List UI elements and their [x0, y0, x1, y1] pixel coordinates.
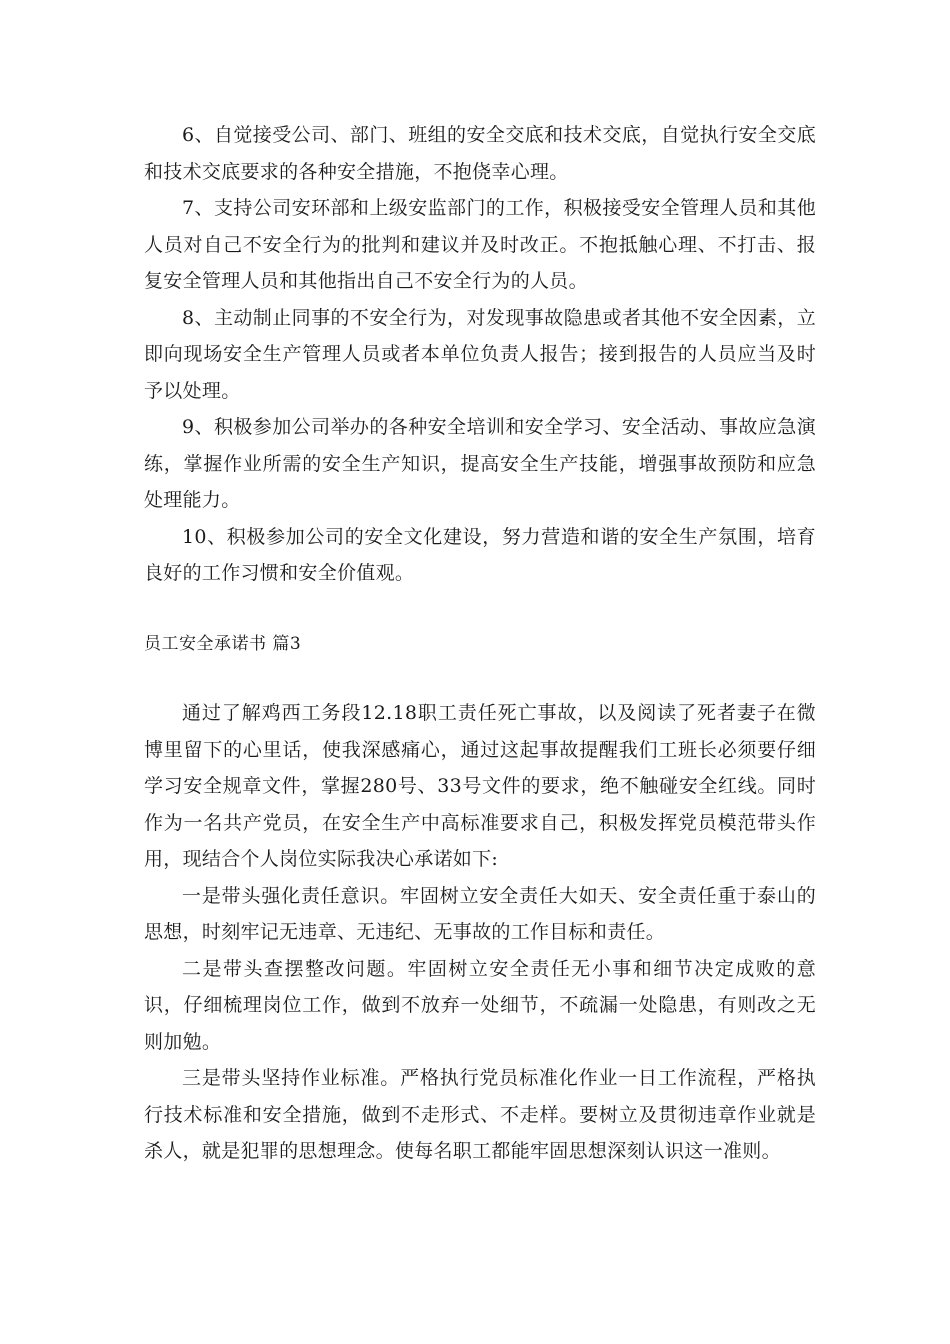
pledge-item-3: 三是带头坚持作业标准。严格执行党员标准化作业一日工作流程，严格执行技术标准和安全措施，做到不走形式、不走样。要树立及贯彻违章作业就是杀人，就是犯罪的思想理念。使每名职工都能牢固思想深刻认识这一准则。: [144, 1067, 816, 1162]
pledge-item-2: 二是带头查摆整改问题。牢固树立安全责任无小事和细节决定成败的意识，仔细梳理岗位工作，做到不放弃一处细节，不疏漏一处隐患，有则改之无则加勉。: [144, 957, 816, 1053]
pledge-item-1: 一是带头强化责任意识。牢固树立安全责任大如天、安全责任重于泰山的思想，时刻牢记无违章、无违纪、无事故的工作目标和责任。: [144, 884, 816, 943]
commitment-item-10: 10、积极参加公司的安全文化建设，努力营造和谐的安全生产氛围，培育良好的工作习惯和安全价值观。: [144, 525, 816, 584]
commitment-item-7: 7、支持公司安环部和上级安监部门的工作，积极接受安全管理人员和其他人员对自己不安全行为的批判和建议并及时改正。不抱抵触心理、不打击、报复安全管理人员和其他指出自己不安全行为的人员。: [144, 197, 816, 292]
commitment-list-bottom: [144, 695, 816, 1170]
commitment-item-9: 9、积极参加公司举办的各种安全培训和安全学习、安全活动、事故应急演练，掌握作业所需的安全生产知识，提高安全生产技能，增强事故预防和应急处理能力。: [144, 416, 816, 511]
intro-paragraph: 通过了解鸡西工务段12.18职工责任死亡事故，以及阅读了死者妻子在微博里留下的心里话，使我深感痛心，通过这起事故提醒我们工班长必须要仔细学习安全规章文件，掌握280号、33号文件的要求，绝不触碰安全红线。同时作为一名共产党员，在安全生产中高标准要求自己，积极发挥党员模范带头作用，现结合个人岗位实际我决心承诺如下:: [144, 702, 816, 870]
commitment-item-6: 6、自觉接受公司、部门、班组的安全交底和技术交底，自觉执行安全交底和技术交底要求的各种安全措施，不抱侥幸心理。: [144, 124, 816, 183]
section-title: 员工安全承诺书 篇3: [144, 634, 302, 654]
commitment-list-top: [144, 117, 816, 592]
commitment-item-8: 8、主动制止同事的不安全行为，对发现事故隐患或者其他不安全因素，立即向现场安全生产管理人员或者本单位负责人报告；接到报告的人员应当及时予以处理。: [144, 306, 816, 402]
section-heading-block: [144, 632, 816, 656]
